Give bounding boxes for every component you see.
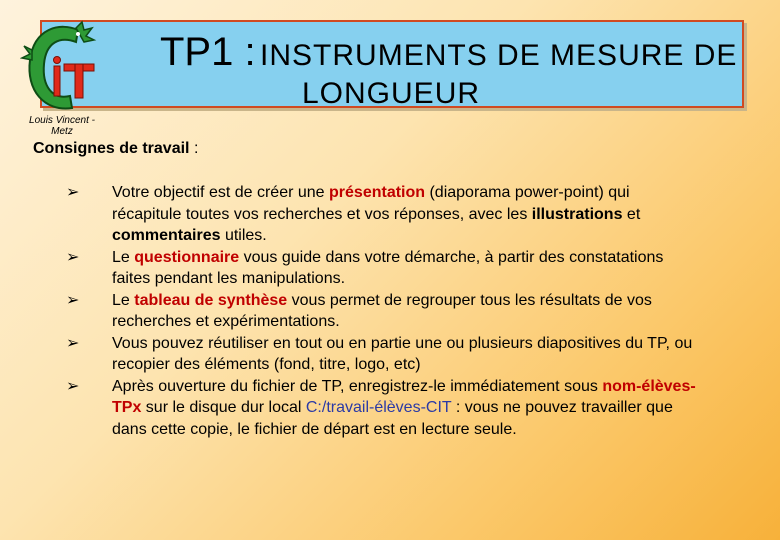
logo-caption-line-2: Metz (51, 126, 73, 137)
list-item (60, 247, 700, 290)
title-line-1 (160, 30, 737, 75)
item-text: Votre objectif est de créer une (112, 184, 330, 201)
item-text: Vous pouvez réutiliser en tout ou en partie une ou plusieurs diapositives du TP, ou recopier des éléments (fond, titre, logo, etc) (112, 334, 693, 373)
title-prefix: TP1 : (160, 30, 256, 74)
highlight-text: nom-élèves-TPx (112, 377, 696, 416)
highlight-text: questionnaire (134, 248, 240, 266)
instructions-list (60, 182, 700, 440)
file-path-text: C:/travail-élèves-CIT (305, 399, 452, 416)
arrow-bullet-icon: ➢ (66, 377, 80, 395)
item-text: utiles. (220, 227, 267, 244)
list-item (60, 376, 700, 441)
section-heading-bold: Consignes de travail (33, 140, 190, 157)
item-text: Le (112, 248, 135, 266)
item-text: et (622, 205, 641, 223)
section-heading (33, 140, 198, 158)
list-item (60, 182, 700, 247)
bold-text: illustrations (531, 205, 623, 223)
logo-caption-line-1: Louis Vincent - (29, 115, 95, 126)
item-text: Après ouverture du fichier de TP, enregistrez-le immédiatement sous (112, 377, 603, 395)
highlight-text: tableau de synthèse (134, 291, 288, 309)
title-line-2: LONGUEUR (302, 77, 481, 110)
item-text: vous permet de regrouper tous les résultats de vos recherches et expérimentations. (112, 291, 652, 330)
bold-text: commentaires (112, 227, 221, 244)
cit-dragon-logo (20, 20, 100, 115)
list-item (60, 333, 700, 376)
arrow-bullet-icon: ➢ (66, 334, 80, 352)
arrow-bullet-icon: ➢ (66, 248, 80, 266)
arrow-bullet-icon: ➢ (66, 184, 80, 201)
item-text: (diaporama power-point) qui récapitule toutes vos recherches et vos réponses, avec les (112, 184, 630, 223)
list-item (60, 290, 700, 333)
logo-caption (12, 115, 112, 137)
title-text: INSTRUMENTS DE MESURE DE (260, 39, 738, 72)
item-text: : vous ne pouvez travailler que dans cette copie, le fichier de départ est en lecture seule. (112, 399, 673, 438)
item-text: vous guide dans votre démarche, à partir des constatations faites pendant les manipulations. (112, 248, 664, 287)
arrow-bullet-icon: ➢ (66, 291, 80, 309)
item-text: sur le disque dur local (141, 399, 306, 416)
item-text: Le (112, 291, 135, 309)
highlight-text: présentation (329, 184, 426, 201)
section-heading-tail: : (189, 140, 199, 157)
title-box (40, 20, 744, 108)
